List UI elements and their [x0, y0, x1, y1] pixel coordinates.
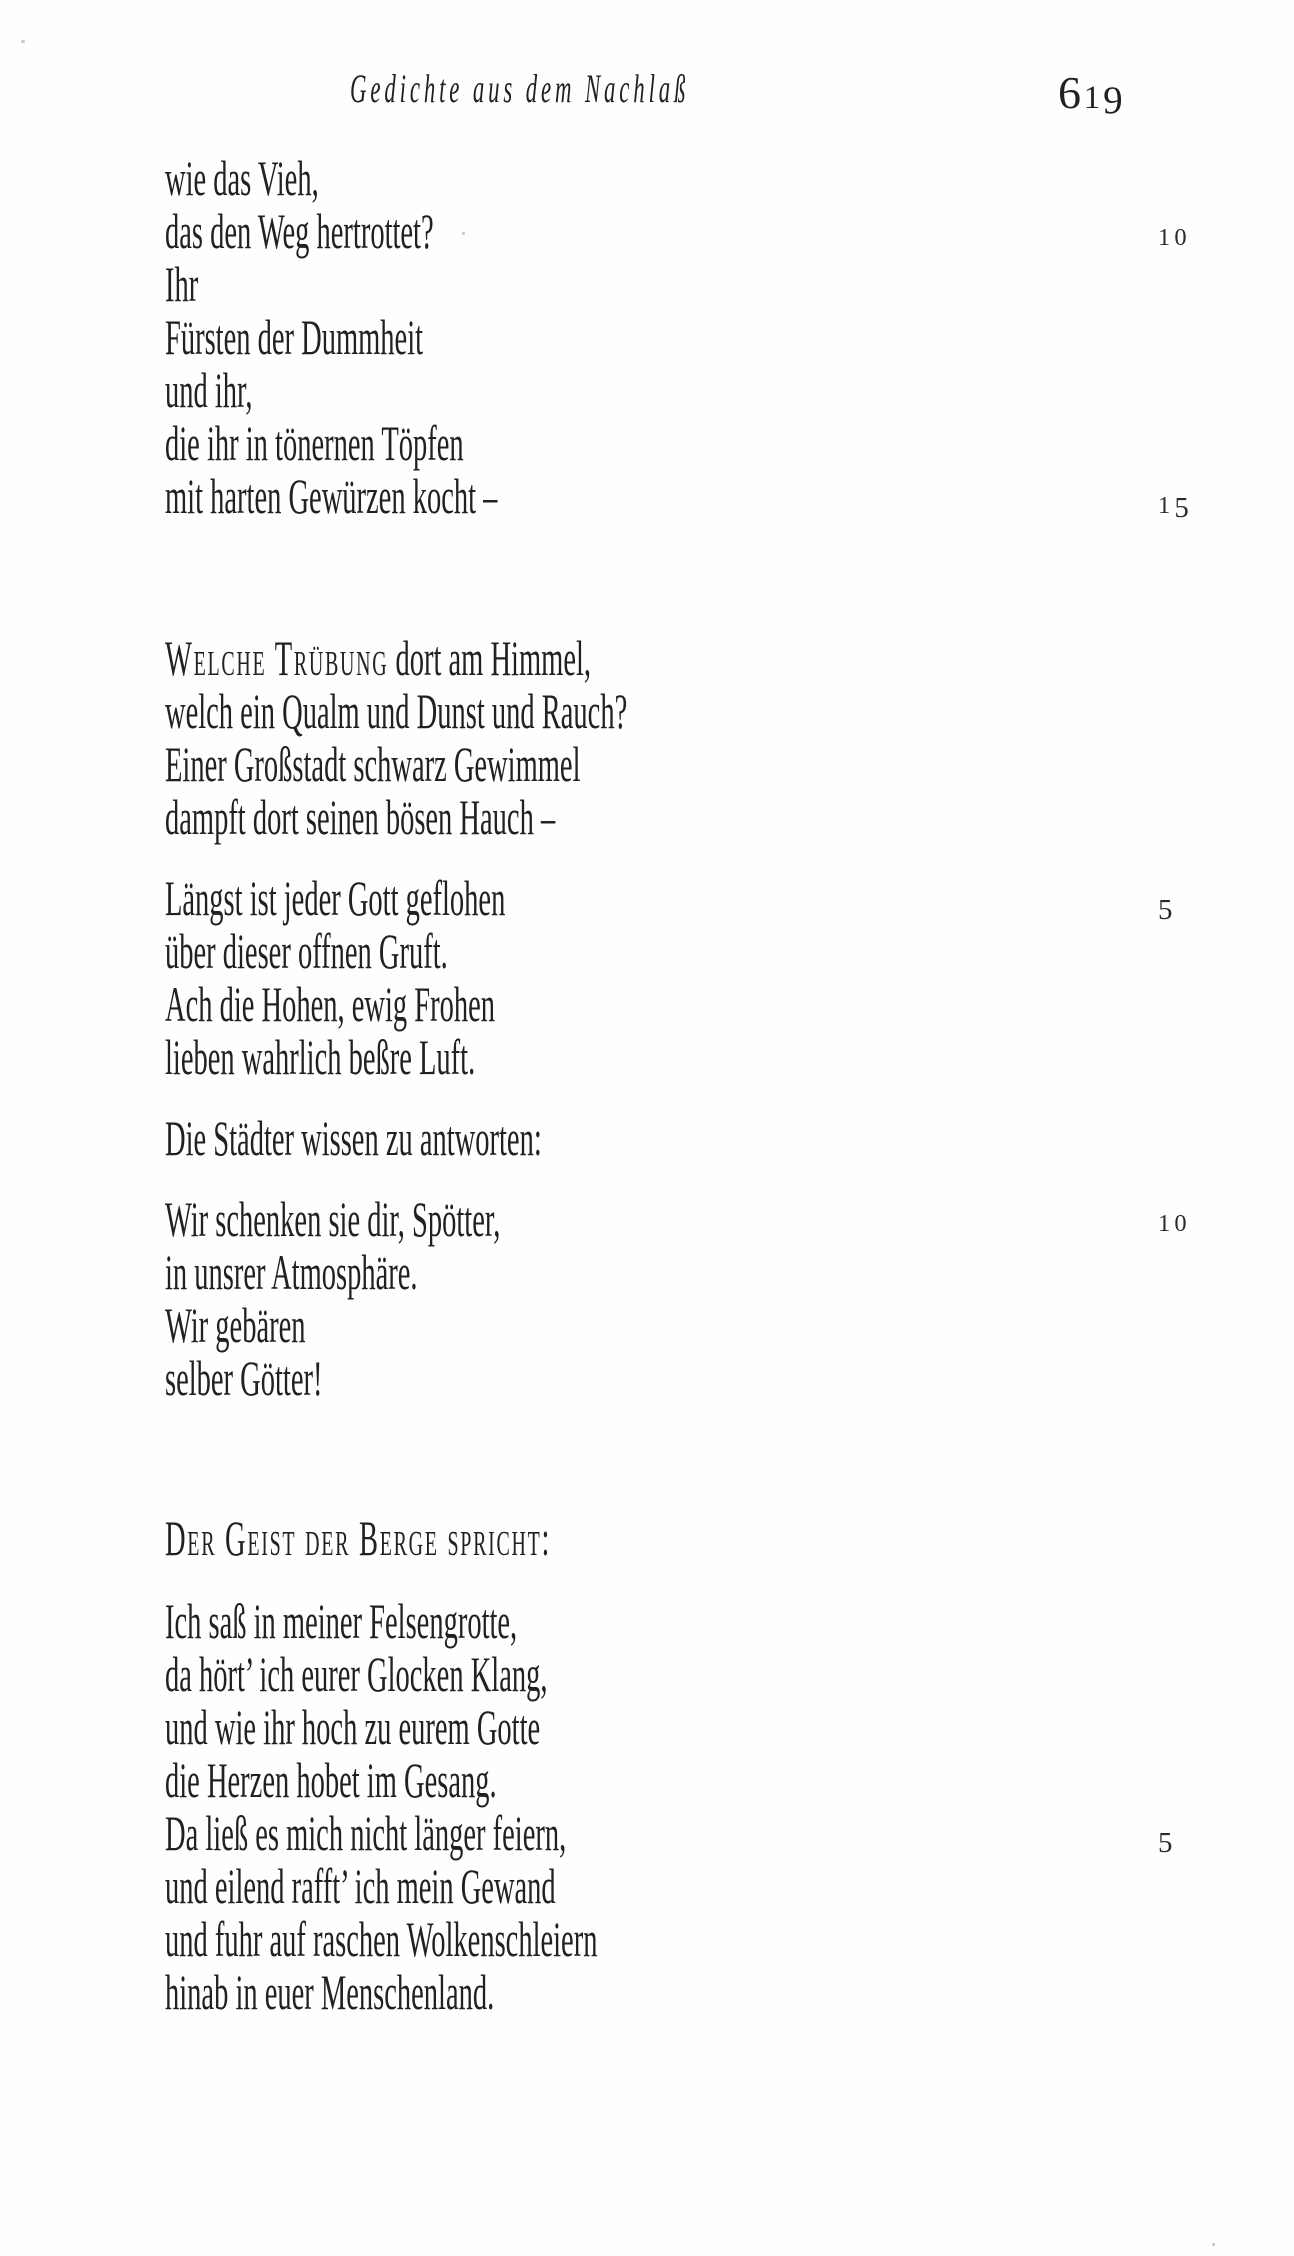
poem-line: in unsrer Atmosphäre.	[165, 1244, 418, 1300]
poem-line: und ihr,	[165, 362, 253, 418]
running-title-text: Gedichte aus dem Nachlaß	[350, 66, 690, 111]
poem-line: Die Städter wissen zu antworten:	[165, 1110, 542, 1166]
poem-line: über dieser offnen Gruft.	[165, 923, 448, 979]
margin-line-number: 10	[1158, 224, 1191, 251]
poem-line: hinab in euer Menschenland.	[165, 1964, 495, 2020]
poem-line: Wir gebären	[165, 1297, 306, 1353]
stanza	[165, 872, 627, 1084]
poem-line: Längst ist jeder Gott geflohen	[165, 870, 506, 926]
margin-line-number: 5	[1158, 1826, 1177, 1859]
stanza	[165, 1112, 627, 1165]
page-number: 619	[1058, 67, 1126, 123]
poem-line: dampft dort seinen bösen Hauch –	[165, 789, 556, 845]
poem-heading: Der Geist der Berge spricht:	[165, 1510, 552, 1566]
small-caps-incipit: Welche Trübung	[165, 630, 389, 686]
poem-line: selber Götter!	[165, 1350, 323, 1406]
poem-line: und eilend rafft’ ich mein Gewand	[165, 1858, 556, 1914]
poem-line: da hört’ ich eurer Glocken Klang,	[165, 1646, 548, 1702]
poem-line: Ich saß in meiner Felsengrotte,	[165, 1593, 518, 1649]
poem-line: wie das Vieh,	[165, 150, 319, 206]
poem-geist-der-berge	[165, 1512, 597, 2019]
poem-line: Wir schenken sie dir, Spötter,	[165, 1191, 501, 1247]
poem-line: Einer Großstadt schwarz Gewimmel	[165, 736, 581, 792]
poem-welche-truebung	[165, 632, 627, 1405]
poem-line: und wie ihr hoch zu eurem Gotte	[165, 1699, 541, 1755]
margin-line-number: 15	[1158, 491, 1193, 524]
poem-line: die Herzen hobet im Gesang.	[165, 1752, 497, 1808]
poem-line: Fürsten der Dummheit	[165, 309, 424, 365]
poem-line: lieben wahrlich beßre Luft.	[165, 1029, 476, 1085]
poem-line: Ach die Hohen, ewig Frohen	[165, 976, 496, 1032]
incipit-rest: dort am Himmel,	[395, 630, 592, 686]
poem-line: welch ein Qualm und Dunst und Rauch?	[165, 683, 628, 739]
margin-line-number: 5	[1158, 893, 1177, 926]
poem-line: Ihr	[165, 256, 199, 312]
stanza	[165, 1595, 597, 2019]
stanza	[165, 152, 497, 523]
stanza	[165, 632, 627, 844]
poem-line: Da ließ es mich nicht länger feiern,	[165, 1805, 567, 1861]
poem-line: die ihr in tönernen Töpfen	[165, 415, 464, 471]
poem-line: das den Weg hertrottet?	[165, 203, 434, 259]
poem-line	[165, 632, 627, 685]
margin-line-number: 10	[1158, 1210, 1191, 1237]
poem-line: und fuhr auf raschen Wolkenschleiern	[165, 1911, 598, 1967]
stanza	[165, 1193, 627, 1405]
scan-speck	[21, 40, 25, 43]
poem-line: mit harten Gewürzen kocht –	[165, 468, 498, 524]
poem-fragment	[165, 152, 497, 523]
scan-speck	[462, 232, 465, 235]
scan-speck	[1212, 2243, 1215, 2246]
running-title	[350, 68, 945, 110]
